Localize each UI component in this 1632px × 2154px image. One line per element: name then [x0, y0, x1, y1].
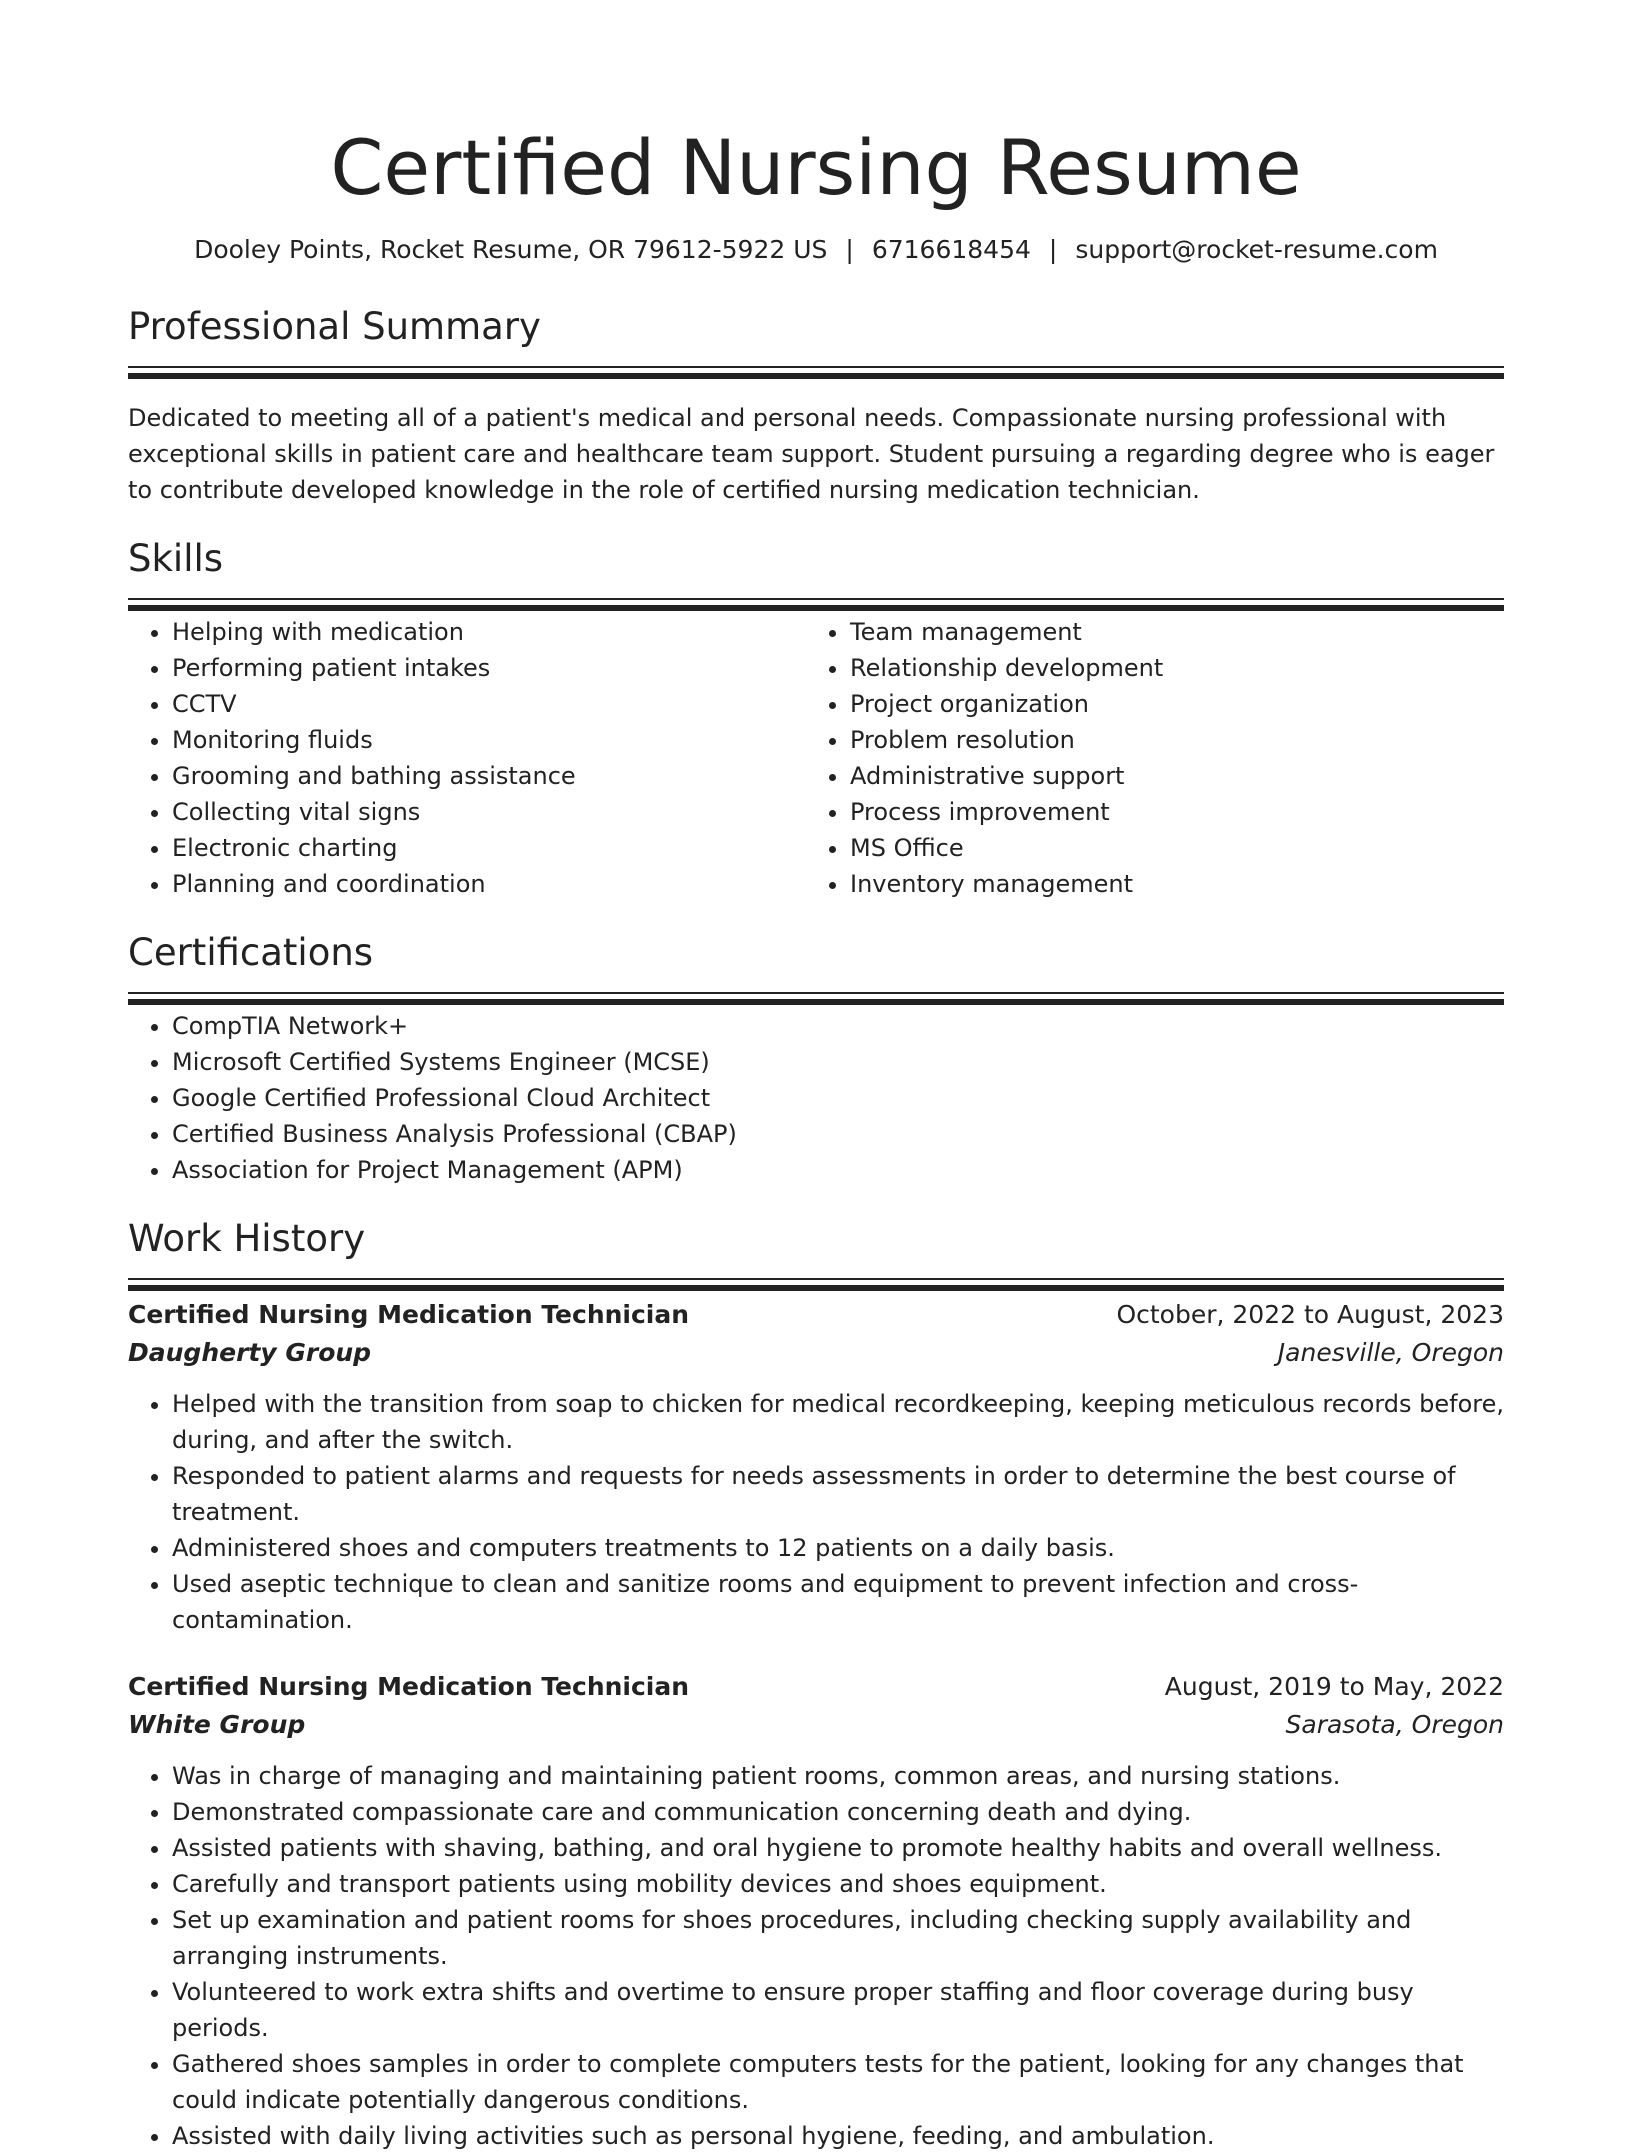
resume-page: [128, 0, 1504, 2154]
certification-item: • Google Certified Professional Cloud Architect: [172, 1080, 1504, 1116]
job-location: Janesville, Oregon: [1277, 1338, 1504, 1367]
job-duties-list: [128, 1758, 1504, 2154]
skills-column-right: [806, 614, 1484, 902]
job-subheader: [128, 1706, 1504, 1744]
skill-item: • Grooming and bathing assistance: [172, 758, 806, 794]
skills-grid: [128, 614, 1504, 902]
section-divider: [128, 992, 1504, 994]
job-location: Sarasota, Oregon: [1285, 1710, 1504, 1739]
skill-item: • Collecting vital signs: [172, 794, 806, 830]
job-dates: August, 2019 to May, 2022: [1164, 1672, 1504, 1701]
skill-item: • Process improvement: [850, 794, 1484, 830]
skill-item: • Relationship development: [850, 650, 1484, 686]
contact-address: Dooley Points, Rocket Resume, OR 79612-5922 US: [194, 235, 828, 264]
skill-item: • Performing patient intakes: [172, 650, 806, 686]
work-history-section: [128, 1214, 1504, 2154]
skill-item: • Planning and coordination: [172, 866, 806, 902]
skill-item: • Problem resolution: [850, 722, 1484, 758]
skill-item: • Electronic charting: [172, 830, 806, 866]
skill-item: • Monitoring fluids: [172, 722, 806, 758]
skill-item: • Project organization: [850, 686, 1484, 722]
summary-heading: Professional Summary: [128, 305, 541, 348]
job-duty-item: • Gathered shoes samples in order to complete computers tests for the patient, looking for any changes that could indicate potentially dangerous conditions.: [172, 2046, 1504, 2118]
job-duty-item: • Helped with the transition from soap to chicken for medical recordkeeping, keeping meticulous records before, during, and after the switch.: [172, 1386, 1504, 1458]
summary-section: [128, 302, 1504, 508]
certifications-heading: Certifications: [128, 931, 374, 974]
certifications-list: [128, 1008, 1504, 1188]
summary-text: Dedicated to meeting all of a patient's medical and personal needs. Compassionate nursing professional with exceptional skills in patient care and healthcare team support. Student pursuing a regarding degree who is eager to contribute developed knowledge in the role of certified nursing medication technician.: [128, 404, 1495, 504]
job-duty-item: • Administered shoes and computers treatments to 12 patients on a daily basis.: [172, 1530, 1504, 1566]
skill-item: • Helping with medication: [172, 614, 806, 650]
job-dates: October, 2022 to August, 2023: [1116, 1300, 1504, 1329]
certification-item: • Certified Business Analysis Professional (CBAP): [172, 1116, 1504, 1152]
skill-item: • Team management: [850, 614, 1484, 650]
job-company: Daugherty Group: [128, 1338, 372, 1367]
certifications-section: [128, 928, 1504, 1188]
job-duty-item: • Carefully and transport patients using mobility devices and shoes equipment.: [172, 1866, 1504, 1902]
job-duty-item: • Was in charge of managing and maintaining patient rooms, common areas, and nursing stations.: [172, 1758, 1504, 1794]
job-title: Certified Nursing Medication Technician: [128, 1672, 690, 1701]
job-company: White Group: [128, 1710, 306, 1739]
page-title: Certified Nursing Resume: [330, 123, 1302, 212]
section-divider: [128, 1278, 1504, 1280]
work-history-heading: Work History: [128, 1217, 366, 1260]
skills-list-left: [128, 614, 806, 902]
contact-separator: |: [1048, 235, 1058, 264]
job-duty-item: • Used aseptic technique to clean and sanitize rooms and equipment to prevent infection and cross-contamination.: [172, 1566, 1504, 1638]
contact-phone: 6716618454: [871, 235, 1031, 264]
skills-list-right: [806, 614, 1484, 902]
skills-heading: Skills: [128, 537, 224, 580]
contact-email: support@rocket-resume.com: [1075, 235, 1438, 264]
skill-item: • CCTV: [172, 686, 806, 722]
job-duty-item: • Assisted with daily living activities such as personal hygiene, feeding, and ambulation.: [172, 2118, 1504, 2154]
job-duty-item: • Assisted patients with shaving, bathing, and oral hygiene to promote healthy habits and overall wellness.: [172, 1830, 1504, 1866]
job-duty-item: • Responded to patient alarms and requests for needs assessments in order to determine the best course of treatment.: [172, 1458, 1504, 1530]
skill-item: • Administrative support: [850, 758, 1484, 794]
job-duty-item: • Set up examination and patient rooms for shoes procedures, including checking supply availability and arranging instruments.: [172, 1902, 1504, 1974]
job-entry: [128, 1668, 1504, 2154]
job-entry: [128, 1296, 1504, 1638]
job-duty-item: • Volunteered to work extra shifts and overtime to ensure proper staffing and floor coverage during busy periods.: [172, 1974, 1504, 2046]
job-title: Certified Nursing Medication Technician: [128, 1300, 690, 1329]
contact-line: [128, 232, 1504, 268]
job-header: [128, 1668, 1504, 1706]
certification-item: • Microsoft Certified Systems Engineer (MCSE): [172, 1044, 1504, 1080]
section-divider: [128, 598, 1504, 600]
job-duty-item: • Demonstrated compassionate care and communication concerning death and dying.: [172, 1794, 1504, 1830]
skills-section: [128, 534, 1504, 902]
section-divider: [128, 366, 1504, 368]
job-header: [128, 1296, 1504, 1334]
skill-item: • Inventory management: [850, 866, 1484, 902]
certification-item: • Association for Project Management (APM): [172, 1152, 1504, 1188]
job-subheader: [128, 1334, 1504, 1372]
skills-column-left: [128, 614, 806, 902]
certification-item: • CompTIA Network+: [172, 1008, 1504, 1044]
contact-separator: |: [845, 235, 854, 264]
skill-item: • MS Office: [850, 830, 1484, 866]
job-duties-list: [128, 1386, 1504, 1638]
